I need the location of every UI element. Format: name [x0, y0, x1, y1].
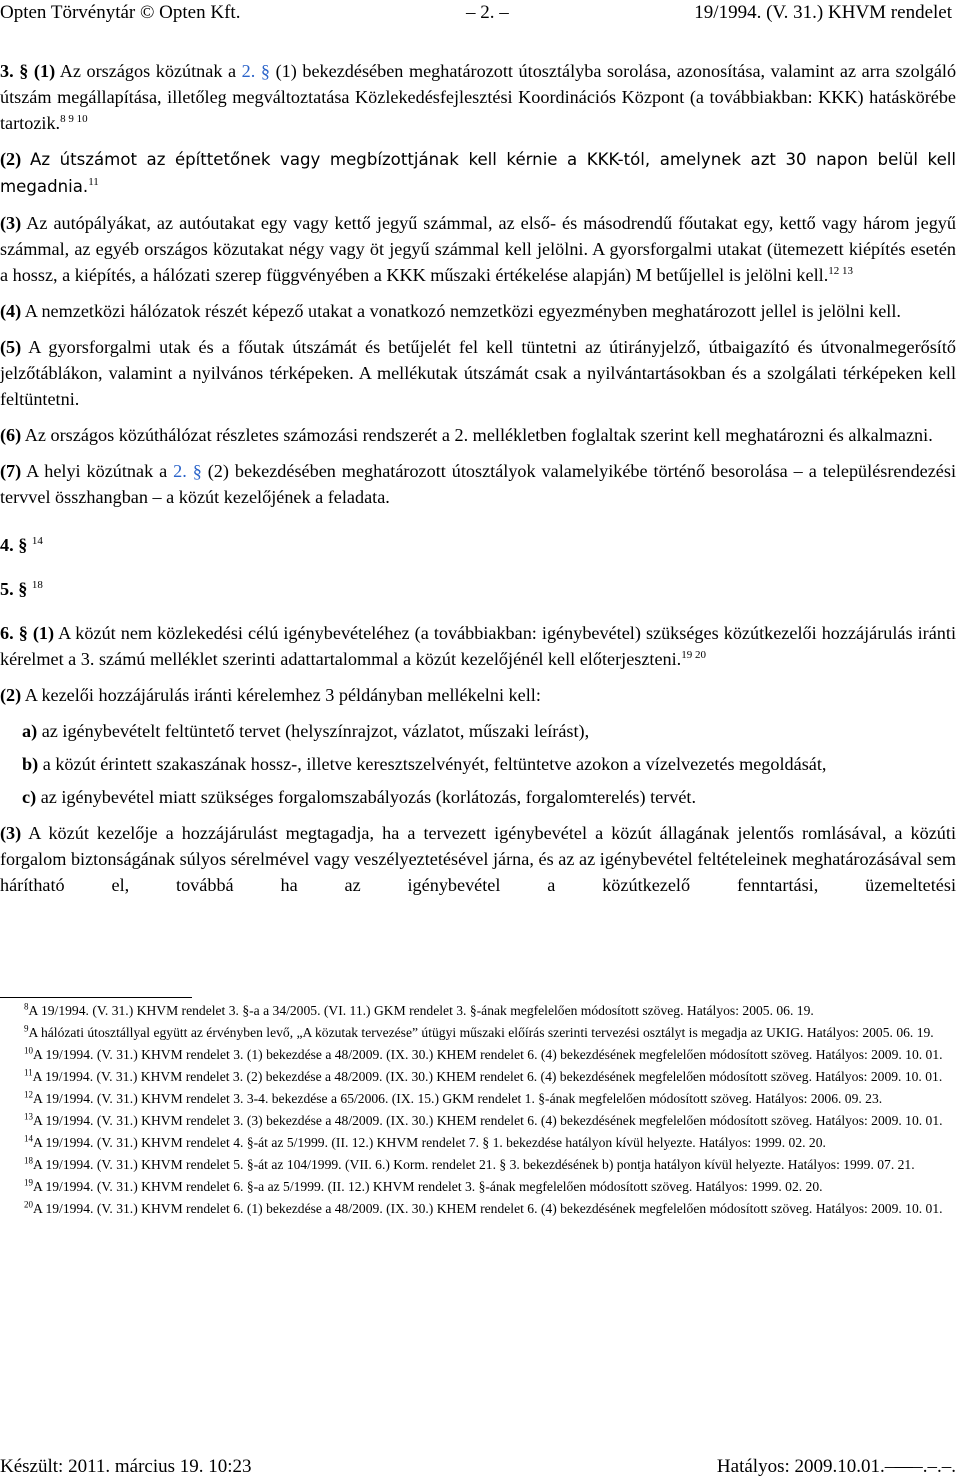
section-number: 4.: [0, 535, 14, 555]
paragraph-lead: A helyi közútnak a: [26, 461, 168, 481]
paragraph-number: (1): [33, 61, 56, 81]
footnote-number: 10: [24, 1045, 33, 1056]
footnote-refs[interactable]: 12 13: [828, 264, 853, 277]
footnote-text: A 19/1994. (V. 31.) KHVM rendelet 6. (1) bekezdése a 48/2009. (IX. 30.) KHEM rendelet 6. (4) bekezdésének megfelelően módosított szöveg. Hatályos: 2009. 10. 01.: [33, 1201, 943, 1216]
footnote: [0, 1023, 956, 1043]
section-6-paragraph-1: [0, 620, 956, 672]
footnotes: [0, 1001, 956, 1221]
footnote-number: 14: [24, 1133, 33, 1144]
footnote-number: 8: [24, 1001, 29, 1012]
footnote-text: A 19/1994. (V. 31.) KHVM rendelet 3. (2) bekezdése a 48/2009. (IX. 30.) KHEM rendelet 6. (4) bekezdésének megfelelően módosított szöveg. Hatályos: 2009. 10. 01.: [32, 1069, 943, 1084]
footnote-text: A 19/1994. (V. 31.) KHVM rendelet 3. (1) bekezdése a 48/2009. (IX. 30.) KHEM rendelet 6. (4) bekezdésének megfelelően módosított szöveg. Hatályos: 2009. 10. 01.: [33, 1047, 943, 1062]
list-item-text: az igénybevétel miatt szükséges forgalomszabályozás (korlátozás, forgalomterelés) tervét.: [40, 787, 697, 807]
footnote-refs[interactable]: 8 9 10: [60, 112, 88, 125]
section-3-paragraph-5: [0, 334, 956, 412]
paragraph-text: Az autópályákat, az autóutakat egy vagy kettő jegyű számmal, az első- és másodrendű főutakat egy, kettő vagy három jegyű számmal, az egyéb országos közutakat négy vagy öt jegyű számmal kell jelölni. A gyorsforgalmi utakat (ütemezett kiépítés esetén a hossz, a kiépítés, a hálózati szerep függvényében a KKK műszaki értékelése alapján) M betűjellel is jelölni kell.: [0, 213, 956, 285]
footnote-text: A 19/1994. (V. 31.) KHVM rendelet 5. §-át az 104/1999. (VII. 6.) Korm. rendelet 21. § 3. bekezdésének b) pontja hatályon kívül helyezte. Hatályos: 1999. 07. 21.: [33, 1157, 915, 1172]
footnote-text: A 19/1994. (V. 31.) KHVM rendelet 3. (3) bekezdése a 48/2009. (IX. 30.) KHEM rendelet 6. (4) bekezdésének megfelelően módosított szöveg. Hatályos: 2009. 10. 01.: [33, 1113, 943, 1128]
footnote: [0, 1177, 956, 1197]
paragraph-text: A közút nem közlekedési célú igénybevételéhez (a továbbiakban: igénybevétel) szükséges közútkezelői hozzájárulás iránti kérelmet a 3. számú melléklet szerinti adattartalommal a közút kezelőjénél kell előterjeszteni.: [0, 623, 957, 669]
footnote-separator: [0, 997, 192, 998]
paragraph-number: (7): [0, 461, 22, 481]
section-3-paragraph-2: [0, 146, 956, 200]
paragraph-number: (2): [0, 685, 22, 705]
paragraph-text: A közút kezelője a hozzájárulást megtagadja, ha a tervezett igénybevétel a közút állagának jelentős romlásával, a közúti forgalom biztonságának súlyos sérelmével vagy veszélyeztetésével járna, és az az igénybevétel feltételeinek meghatározásával sem hárítható el, továbbá ha az igénybevétel a közútkezelő fenntartási, üzemeltetési: [0, 823, 957, 895]
list-item-label: b): [22, 754, 39, 774]
footnote-refs[interactable]: 14: [31, 534, 43, 547]
section-3-paragraph-1: [0, 58, 956, 136]
section-6-paragraph-3: [0, 820, 956, 898]
footnote-number: 18: [24, 1155, 33, 1166]
paragraph-number: (3): [0, 213, 22, 233]
list-item-text: az igénybevételt feltüntető tervet (helyszínrajzot, vázlatot, műszaki leírást),: [41, 721, 590, 741]
footnote: [0, 1089, 956, 1109]
section-sign: §: [19, 61, 29, 81]
footnote: [0, 1001, 956, 1021]
footnote-number: 19: [24, 1177, 33, 1188]
requirement-list: [0, 718, 956, 810]
section-3-paragraph-7: [0, 458, 956, 510]
section-6-paragraph-2: [0, 682, 956, 708]
footnote-number: 13: [24, 1111, 33, 1122]
footnote-text: A 19/1994. (V. 31.) KHVM rendelet 4. §-át az 5/1999. (II. 12.) KHVM rendelet 7. § 1. bekezdése hatályon kívül helyezte. Hatályos: 1999. 02. 20.: [33, 1135, 826, 1150]
section-link-sign[interactable]: §: [260, 61, 270, 81]
footnote: [0, 1045, 956, 1065]
page-header: [0, 2, 952, 28]
section-number: 5.: [0, 579, 14, 599]
section-sign: §: [18, 579, 28, 599]
footnote-text: A 19/1994. (V. 31.) KHVM rendelet 3. §-a a 34/2005. (VI. 11.) GKM rendelet 3. §-ának megfelelően módosított szöveg. Hatályos: 2005. 06. 19.: [28, 1003, 814, 1018]
section-link-sign[interactable]: §: [192, 461, 202, 481]
section-link-number[interactable]: 2.: [173, 461, 187, 481]
section-sign: §: [18, 535, 28, 555]
footnote-text: A 19/1994. (V. 31.) KHVM rendelet 3. 3-4. bekezdése a 65/2006. (IX. 15.) GKM rendelet 1. §-ának megfelelően módosított szöveg. Hatályos: 2006. 09. 23.: [33, 1091, 883, 1106]
paragraph-text: (2) bekezdésében meghatározott útosztályok valamelyikébe történő besorolása – a településrendezési tervvel összhangban – a közút kezelőjének a feladata.: [0, 461, 957, 507]
footer-effective: Hatályos: 2009.10.01.–—–.–.–.: [716, 1456, 956, 1477]
paragraph-number: (6): [0, 425, 22, 445]
paragraph-text: A nemzetközi hálózatok részét képező utakat a vonatkozó nemzetközi egyezményben meghatározott jellel is jelölni kell.: [24, 301, 901, 321]
footnote: [0, 1067, 956, 1087]
section-3-paragraph-4: [0, 298, 956, 324]
list-item-label: a): [22, 721, 38, 741]
header-document-title: 19/1994. (V. 31.) KHVM rendelet: [694, 2, 952, 23]
list-item-label: c): [22, 787, 37, 807]
paragraph-number: (4): [0, 301, 22, 321]
header-publisher: Opten Törvénytár © Opten Kft.: [0, 2, 241, 23]
footnote-text: A hálózati útosztállyal együtt az érvényben levő, „A közutak tervezése” útügyi műszaki előírás szerinti tervezési osztályt is megadja az UKIG. Hatályos: 2005. 06. 19.: [28, 1025, 934, 1040]
footnote-number: 9: [24, 1023, 29, 1034]
paragraph-number: (5): [0, 337, 22, 357]
section-4: [0, 532, 956, 558]
section-number: 6.: [0, 623, 14, 643]
footnote: [0, 1111, 956, 1131]
section-number: 3.: [0, 61, 14, 81]
section-3-paragraph-6: [0, 422, 956, 448]
paragraph-text: Az útszámot az építtetőnek vagy megbízottjának kell kérnie a KKK-tól, amelynek azt 30 napon belül kell megadnia.: [0, 150, 957, 196]
list-item: [0, 751, 956, 777]
paragraph-text: (1) bekezdésében meghatározott útosztályba sorolása, azonosítása, valamint az arra szolgáló útszám megállapítása, illetőleg megváltoztatása Közlekedésfejlesztési Koordinációs Központ (a továbbiakban: KKK) hatáskörébe tartozik.: [0, 61, 957, 133]
page-footer: [0, 1456, 956, 1482]
footnote-refs[interactable]: 18: [31, 578, 43, 591]
footnote-refs[interactable]: 19 20: [681, 648, 706, 661]
footnote-refs[interactable]: 11: [88, 175, 99, 188]
section-link-number[interactable]: 2.: [241, 61, 256, 81]
list-item-text: a közút érintett szakaszának hossz-, illetve keresztszelvényét, feltüntetve azokon a vízelvezetés megoldását,: [42, 754, 827, 774]
paragraph-text: A kezelői hozzájárulás iránti kérelemhez 3 példányban mellékelni kell:: [24, 685, 541, 705]
footnote-number: 12: [24, 1089, 33, 1100]
section-5: [0, 576, 956, 602]
paragraph-number: (2): [0, 149, 22, 169]
footer-created: Készült: 2011. március 19. 10:23: [0, 1456, 252, 1477]
document-body: [0, 58, 956, 908]
paragraph-lead: Az országos közútnak a: [59, 61, 237, 81]
footnote-number: 11: [24, 1067, 33, 1078]
paragraph-text: Az országos közúthálózat részletes számozási rendszerét a 2. mellékletben foglaltak szerint kell meghatározni és alkalmazni.: [24, 425, 933, 445]
section-sign: §: [18, 623, 28, 643]
paragraph-text: A gyorsforgalmi utak és a főutak útszámát és betűjelét fel kell tüntetni az útirányjelző, útbaigazító és útvonalmegerősítő jelzőtáblákon, valamint a nyilvános térképeken. A mellékutak útszámát csak a nyilvántartásokban és a szolgálati térképeken kell feltüntetni.: [0, 337, 957, 409]
footnote-text: A 19/1994. (V. 31.) KHVM rendelet 6. §-a az 5/1999. (II. 12.) KHVM rendelet 3. §-ának megfelelően módosított szöveg. Hatályos: 1999. 02. 20.: [33, 1179, 823, 1194]
footnote: [0, 1133, 956, 1153]
header-page-number: – 2. –: [466, 2, 509, 23]
list-item: [0, 784, 956, 810]
section-3-paragraph-3: [0, 210, 956, 288]
paragraph-number: (3): [0, 823, 22, 843]
list-item: [0, 718, 956, 744]
footnote: [0, 1199, 956, 1219]
footnote: [0, 1155, 956, 1175]
paragraph-number: (1): [32, 623, 55, 643]
footnote-number: 20: [24, 1199, 33, 1210]
